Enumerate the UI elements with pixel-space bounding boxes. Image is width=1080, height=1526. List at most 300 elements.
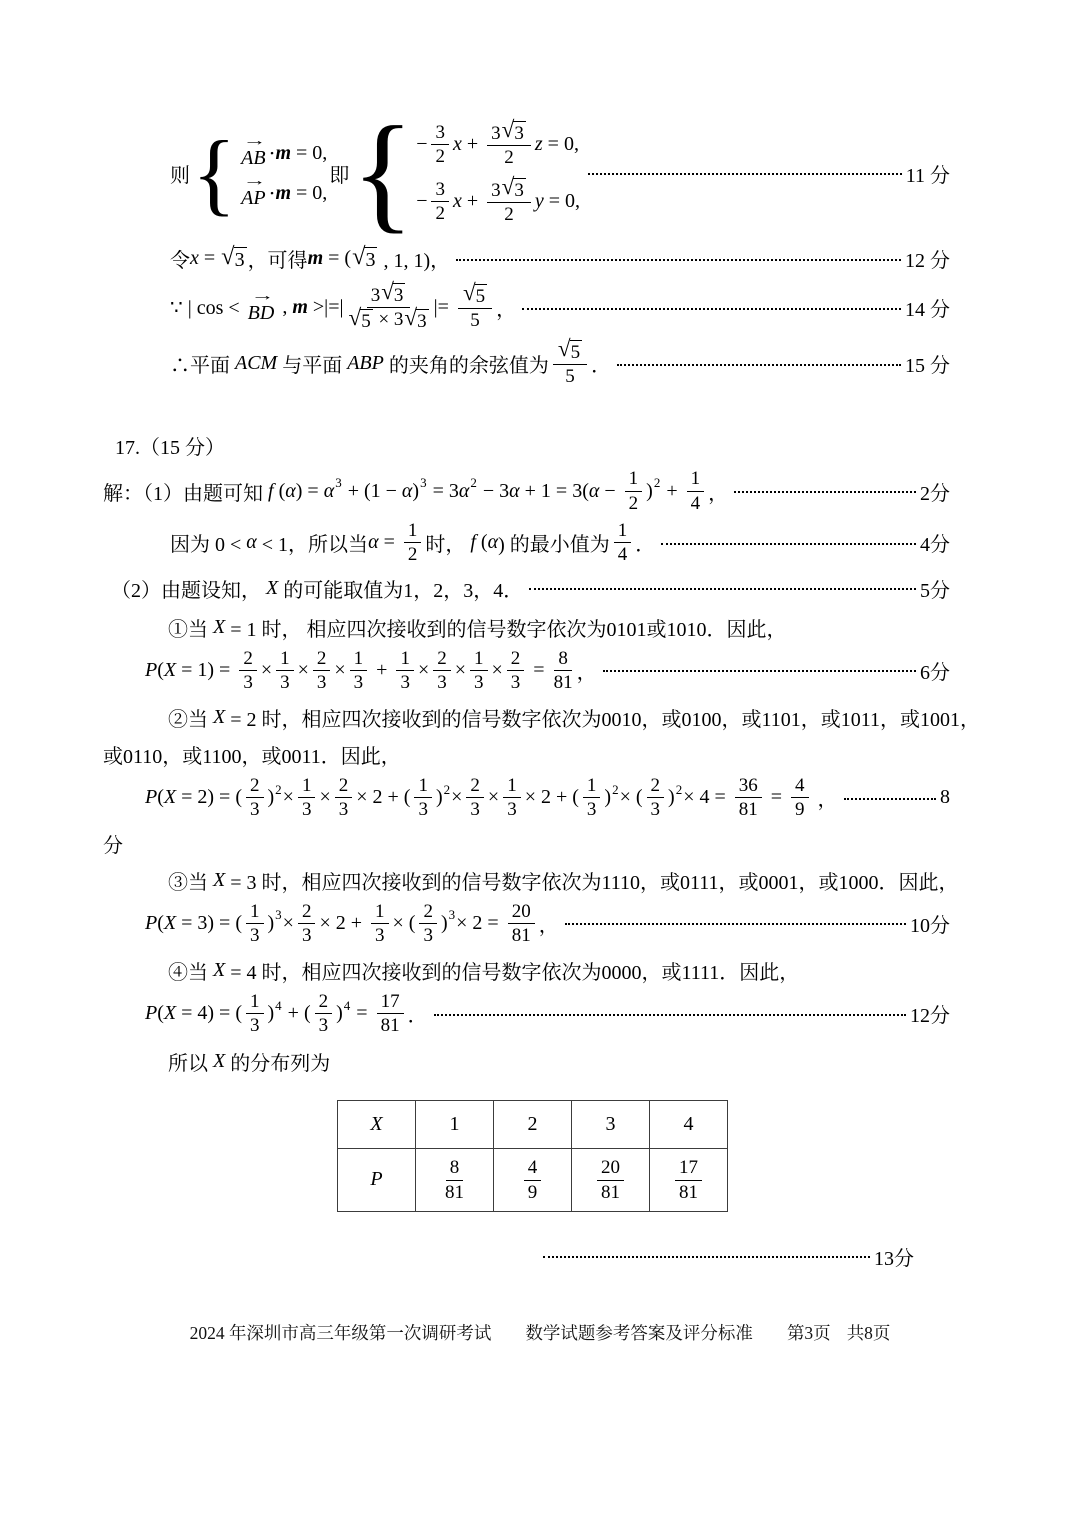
dotted-leader (734, 491, 916, 493)
system-row (416, 117, 580, 168)
denominator (354, 671, 364, 693)
math-text: 4 (527, 1157, 538, 1179)
denominator (511, 671, 521, 693)
square-root (501, 174, 526, 202)
math-text: 81 (380, 1015, 400, 1037)
math-text: × (417, 658, 430, 681)
math-text: 9 (527, 1181, 538, 1203)
line-case-2a (168, 703, 981, 732)
fraction (470, 648, 488, 694)
math-text: 3 (375, 924, 385, 946)
line-distribution-intro (168, 1047, 950, 1076)
math-text: 81 (679, 1181, 698, 1203)
line-vector-system (170, 100, 950, 246)
numerator (276, 648, 294, 671)
math-text: + (371, 658, 393, 681)
fraction (503, 775, 521, 821)
math-text: ②当 (168, 709, 213, 732)
dotted-leader (565, 923, 906, 925)
denominator (795, 798, 805, 820)
math-text: 3 (514, 180, 524, 202)
math-text: 时， (425, 534, 471, 557)
math-text: ． (635, 534, 656, 557)
math-text: ， (812, 789, 838, 812)
denominator (437, 671, 447, 693)
math-text: × (334, 658, 346, 681)
fraction (298, 775, 316, 821)
footer-doc-title: 数学试题参考答案及评分标准 (525, 1323, 753, 1343)
math-text: 2 (510, 647, 521, 669)
dotted-leader (588, 173, 902, 175)
table-cell (494, 1148, 572, 1211)
math-text: = 0, (291, 141, 328, 164)
math-text: × (454, 658, 467, 681)
numerator (675, 1157, 702, 1180)
math-text: + (661, 479, 683, 502)
numerator (466, 775, 484, 798)
radical-icon: √ (352, 242, 366, 270)
denominator (347, 305, 429, 333)
math-text: 3 (510, 671, 521, 693)
math-text: 20 (601, 1157, 620, 1179)
fraction (524, 1157, 542, 1203)
math-text: ∵ | cos < (170, 297, 245, 320)
line-fen-wrap (103, 829, 950, 858)
math-text: 81 (738, 799, 758, 821)
denominator (418, 798, 428, 820)
denominator (319, 1014, 329, 1036)
math-text: 1 (507, 775, 517, 797)
denominator (587, 798, 597, 820)
math-text: 3 (650, 799, 661, 821)
numerator (315, 991, 333, 1014)
vector-arrow-icon: → (242, 134, 265, 150)
square-root (352, 242, 377, 271)
math-text: 1 (400, 647, 410, 669)
math-text: − (416, 190, 428, 213)
line-final-score (537, 1242, 914, 1271)
math-variable: x (190, 247, 199, 270)
numerator (487, 117, 531, 146)
footer-page-number: 第3页 (786, 1323, 831, 1343)
score-label: 6分 (920, 661, 950, 684)
table-row-p (338, 1148, 728, 1211)
fraction (508, 901, 535, 947)
score-label: 5分 (920, 579, 950, 602)
math-text: ) (267, 1002, 275, 1025)
math-text: 2 (423, 900, 433, 922)
superscript: 2 (275, 781, 282, 797)
fraction (687, 468, 705, 514)
fraction (350, 648, 368, 694)
line-cosine (170, 279, 950, 333)
fraction (647, 775, 665, 821)
radicand (570, 340, 583, 363)
table-cell (494, 1100, 572, 1148)
math-text: ( (157, 911, 164, 934)
math-text: = 0, (291, 181, 328, 204)
numerator (396, 648, 414, 671)
square-root (462, 280, 487, 308)
math-variable: z (534, 133, 543, 156)
numerator (458, 280, 492, 309)
denominator (565, 365, 575, 387)
superscript: 2 (470, 475, 477, 491)
line-case-2b (103, 740, 950, 769)
line-let-x (170, 244, 950, 273)
math-text: × 3 (373, 309, 404, 331)
table-row-x (338, 1100, 728, 1148)
equation-system (351, 100, 581, 246)
denominator (474, 671, 484, 693)
math-text: ③当 (168, 871, 213, 894)
denominator (250, 1014, 260, 1036)
math-text: ⋅ (268, 182, 276, 205)
fraction (347, 279, 429, 333)
numerator (470, 648, 488, 671)
math-text: = 4 时，相应四次接收到的信号数字依次为0000，或1111．因此， (225, 962, 800, 985)
math-variable: f (470, 531, 476, 554)
line-case-4 (168, 956, 950, 985)
fraction (597, 1157, 624, 1203)
numerator (246, 775, 264, 798)
line-prob-x3 (145, 901, 950, 947)
math-text: 17 (380, 991, 400, 1013)
math-text: 3 (353, 671, 364, 693)
radicand (364, 247, 377, 271)
math-text: = (198, 247, 221, 270)
denominator (435, 145, 445, 167)
math-text: × (491, 658, 503, 681)
math-text: 2 (435, 146, 445, 168)
line-prob-x1 (145, 648, 950, 694)
line-solution-1 (103, 468, 950, 514)
superscript: 2 (653, 475, 661, 491)
radicand (475, 284, 488, 307)
fraction (419, 901, 437, 947)
radicand (513, 178, 526, 201)
distribution-table (337, 1100, 728, 1212)
denominator (470, 309, 480, 331)
fraction (625, 468, 643, 514)
math-variable: X (163, 1002, 177, 1025)
math-text: ， (538, 914, 559, 937)
fraction (675, 1157, 702, 1203)
math-text: 的分布列为 (225, 1052, 331, 1075)
denominator (504, 146, 514, 168)
fraction (377, 991, 404, 1037)
math-text: ∴平面 (170, 355, 235, 378)
superscript: 2 (675, 781, 683, 797)
denominator (381, 1014, 400, 1036)
fraction (246, 775, 264, 821)
radical-icon: √ (221, 242, 235, 270)
table-cell (650, 1100, 728, 1148)
numerator (507, 648, 525, 671)
math-text: = (765, 786, 788, 809)
radical-icon: √ (557, 336, 571, 363)
superscript: 3 (448, 907, 456, 923)
fraction (239, 648, 257, 694)
math-variable: P (145, 786, 158, 809)
math-text: 2 (435, 203, 445, 225)
denominator (375, 924, 385, 946)
math-text: × (282, 911, 294, 934)
vector-arrow-icon: → (242, 174, 265, 190)
math-variable: f (268, 479, 274, 502)
math-text: 3 (417, 311, 427, 333)
fraction (487, 117, 531, 168)
math-text: 2 (316, 647, 327, 669)
denominator (629, 492, 639, 514)
denominator (512, 924, 531, 946)
fraction (458, 280, 492, 332)
math-text: 3 (514, 123, 524, 144)
math-variable: α (588, 479, 600, 502)
math-variable: P (145, 658, 158, 681)
numerator (239, 648, 257, 671)
line-case-3 (168, 866, 959, 895)
denominator (504, 203, 514, 225)
fraction (433, 648, 451, 694)
math-text: 分 (103, 834, 123, 857)
line-prob-x4 (145, 991, 950, 1037)
numerator (350, 648, 368, 671)
vector-name: BD (247, 301, 275, 324)
math-text: 81 (553, 671, 573, 693)
numerator (508, 901, 535, 924)
radical-icon: √ (501, 174, 515, 201)
math-text: 3 (316, 671, 327, 693)
math-text: 3 (423, 924, 433, 946)
equation-system (192, 122, 328, 225)
page-footer (0, 1320, 1080, 1345)
system-row (416, 174, 581, 226)
fraction (791, 775, 809, 821)
fraction (246, 901, 264, 947)
math-variable: α (509, 479, 520, 502)
math-text: × 2 = (456, 911, 504, 934)
score-label: 12分 (910, 1005, 950, 1028)
math-text: ) (412, 479, 420, 502)
math-text: 1 (353, 647, 364, 669)
math-text: 2 (250, 775, 260, 797)
math-text: − 3 (477, 479, 510, 502)
math-text: 2 (318, 991, 329, 1013)
fraction (371, 901, 389, 947)
math-text: ⋅ (268, 142, 276, 165)
math-text: = 2) = ( (176, 786, 242, 809)
line-case-1 (168, 613, 950, 642)
fraction (507, 648, 525, 694)
math-text: 5 (470, 310, 480, 332)
math-text: 2 (437, 647, 447, 669)
math-variable: X (213, 959, 226, 982)
fraction (431, 179, 449, 225)
numerator (503, 775, 521, 798)
math-text: 81 (601, 1181, 620, 1203)
math-text: >|=| (307, 296, 344, 319)
math-text: 2 (628, 492, 639, 514)
denominator (554, 671, 573, 693)
math-text: 17.（15 分） (115, 437, 225, 460)
table-cell (572, 1148, 650, 1211)
math-text: （2）由题设知， (111, 579, 266, 602)
math-text: = (528, 658, 550, 681)
math-text: 5 (565, 366, 575, 388)
math-text: 5 (361, 311, 371, 333)
math-text: 5 (570, 342, 581, 364)
numerator (419, 901, 437, 924)
math-text: ) (267, 911, 275, 934)
numerator (554, 648, 572, 671)
math-variable: X (163, 911, 177, 934)
math-text: ， (576, 661, 597, 684)
denominator (339, 798, 349, 820)
math-variable: α (458, 479, 470, 502)
math-variable: X (213, 706, 226, 729)
fraction (614, 520, 632, 566)
denominator (679, 1181, 698, 1203)
fraction (298, 901, 316, 947)
square-root (501, 117, 526, 144)
math-text: × (319, 786, 331, 809)
math-text: ) (668, 786, 675, 809)
math-text: 2 (650, 775, 661, 797)
math-text: × 2 + ( (524, 786, 579, 809)
vector-AP (241, 174, 266, 210)
math-vector-symbol: m (307, 247, 324, 270)
fraction (735, 775, 762, 821)
math-text: 3 (437, 671, 447, 693)
math-text: 3 (301, 924, 312, 946)
vector-BD (247, 288, 275, 324)
math-variable: X (163, 786, 177, 809)
math-text: 1 (449, 1112, 460, 1135)
math-variable: X (266, 576, 279, 599)
math-text: ． (407, 1005, 428, 1028)
math-text: × ( (392, 911, 416, 934)
superscript: 3 (420, 475, 427, 491)
math-text: ④当 (168, 962, 213, 985)
numerator (246, 991, 264, 1014)
denominator (507, 798, 517, 820)
square-root (348, 305, 372, 333)
numerator (625, 468, 643, 491)
numerator (335, 775, 353, 798)
math-text: + (461, 190, 484, 213)
denominator (445, 1181, 464, 1203)
fraction (276, 648, 294, 694)
math-variable: α (487, 531, 499, 554)
radicand (513, 121, 526, 144)
denominator (470, 798, 480, 820)
math-text: 81 (511, 924, 531, 946)
numerator (583, 775, 601, 798)
math-text: < 1，所以当 (256, 534, 369, 557)
math-text: 即 (329, 164, 350, 187)
radical-icon: √ (348, 305, 362, 332)
fraction (445, 1157, 464, 1203)
vector-AB (241, 134, 266, 170)
denominator (423, 924, 433, 946)
math-text: 3 (393, 285, 404, 307)
math-text: 2 (407, 544, 418, 566)
dotted-leader (522, 308, 901, 310)
math-text: 3 (400, 671, 410, 693)
system-rows (416, 116, 580, 230)
fraction (553, 336, 587, 388)
denominator (243, 671, 253, 693)
math-text: 36 (738, 775, 758, 797)
numerator (687, 468, 705, 491)
table-cell (572, 1100, 650, 1148)
math-text: 3 (243, 671, 253, 693)
numerator (298, 775, 316, 798)
numerator (298, 901, 316, 924)
math-text: 1 (407, 520, 418, 542)
numerator (791, 775, 809, 798)
square-root (221, 242, 246, 271)
math-text: ) (440, 911, 448, 934)
system-row (238, 174, 328, 210)
table-cell (338, 1148, 416, 1211)
numerator (377, 991, 404, 1014)
superscript: 2 (612, 781, 619, 797)
math-text: 1 (474, 647, 484, 669)
radical-icon: √ (501, 117, 515, 143)
line-prob-x2 (145, 775, 950, 821)
math-text: + ( (282, 1002, 311, 1025)
math-text: 9 (795, 799, 805, 821)
math-variable: X (213, 868, 226, 891)
math-text: 3 (250, 799, 260, 821)
math-text: 1 (586, 775, 597, 797)
math-text: + 1 = 3( (519, 479, 589, 502)
math-text: 4 (690, 492, 701, 514)
table-cell (338, 1100, 416, 1148)
score-label: 14 分 (905, 299, 950, 322)
dotted-leader (844, 798, 936, 800)
system-row (238, 134, 328, 170)
numerator (414, 775, 432, 798)
score-label: 4分 (920, 534, 950, 557)
math-text: 2 (504, 204, 514, 226)
numerator (524, 1157, 542, 1180)
distribution-table (337, 1100, 950, 1212)
denominator (691, 492, 701, 514)
score-label: 12 分 (905, 250, 950, 273)
numerator (313, 648, 331, 671)
numerator (487, 174, 531, 203)
numerator (647, 775, 665, 798)
system-rows (238, 133, 327, 213)
math-text: 1 (617, 520, 628, 542)
math-text: ) = (295, 479, 324, 502)
math-text: × ( (619, 786, 643, 809)
math-text: = 2 时，相应四次接收到的信号数字依次为0010，或0100，或1101，或1011，或1001， (225, 709, 981, 732)
denominator (528, 1181, 538, 1203)
math-text: 3 (250, 1015, 260, 1037)
numerator (614, 520, 632, 543)
math-text: × 4 = (683, 786, 731, 809)
math-text: 3 (586, 799, 597, 821)
math-text: = 3 时，相应四次接收到的信号数字依次为1110，或0111，或0001，或1000．因此， (225, 871, 959, 894)
denominator (400, 671, 410, 693)
radicand (393, 283, 406, 306)
math-text: = (378, 531, 400, 554)
math-text: 3 (234, 248, 245, 271)
